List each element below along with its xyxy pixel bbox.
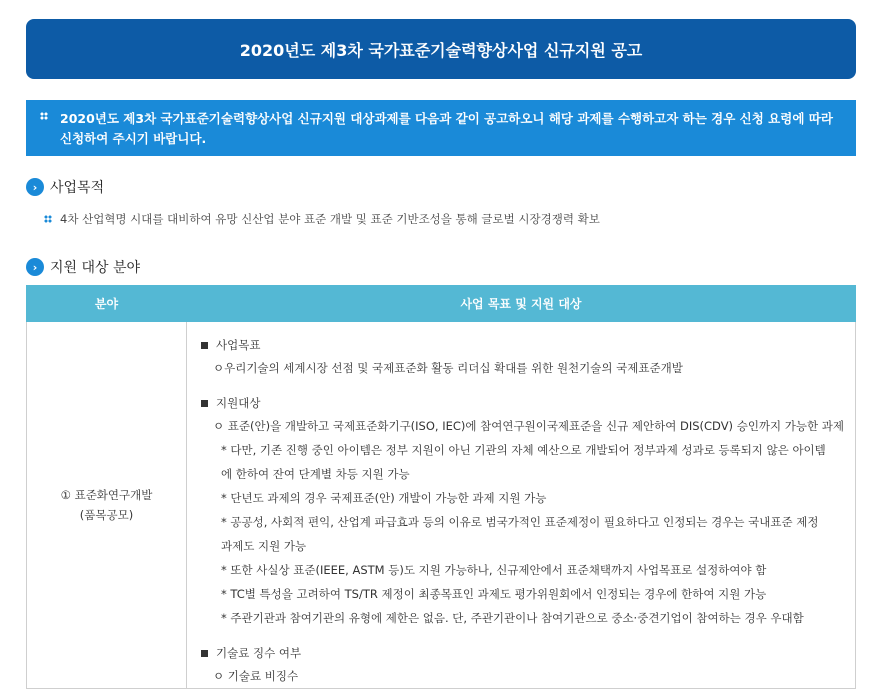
target-text: ㅇ 표준(안)을 개발하고 국제표준화기구(ISO, IEC)에 참여연구원이국제표준을 신규 제안하여 DIS(CDV) 승인까지 가능한 과제 (213, 419, 844, 433)
bullet-icon (40, 112, 48, 120)
table-row (27, 322, 856, 689)
page-title-banner (26, 19, 856, 79)
bullet-icon (44, 215, 52, 223)
section-heading-purpose (26, 177, 104, 197)
target-heading: 지원대상 (201, 392, 855, 414)
fee-text: ㅇ 기술료 비징수 (213, 669, 299, 683)
category-type: (품목공모) (79, 508, 134, 522)
section-title: 사업목적 (50, 180, 105, 196)
notice-text: 2020년도 제3차 국가표준기술력향상사업 신규지원 대상과제를 다음과 같이 공고하오니 해당 과제를 수행하고자 하는 경우 신청 요령에 따라 신청하여 주시기 바랍니다. (60, 111, 833, 146)
fee-heading: 기술료 징수 여부 (201, 642, 855, 664)
goal-heading: 사업목표 (201, 334, 855, 356)
note-item: * 다만, 기존 진행 중인 아이템은 정부 지원이 아닌 기관의 자체 예산으로 개발되어 정부과제 성과로 등록되지 않은 아이템에 한하여 잔여 단계별 차등 지원 가능 (221, 443, 826, 481)
square-bullet-icon (201, 650, 208, 657)
note-item: * 공공성, 사회적 편익, 산업계 파급효과 등의 이유로 범국가적인 표준제정이 필요하다고 인정되는 경우는 국내표준 제정 과제도 지원 가능 (221, 515, 819, 553)
column-header: 분야 (27, 286, 187, 322)
section-title: 지원 대상 분야 (50, 260, 141, 276)
note-item: * 또한 사실상 표준(IEEE, ASTM 등)도 지원 가능하나, 신규제안에서 표준채택까지 사업목표로 설정하여야 함 (221, 563, 767, 577)
note-item: * 주관기관과 참여기관의 유형에 제한은 없음. 단, 주관기관이나 참여기관으로 중소·중견기업이 참여하는 경우 우대함 (221, 611, 804, 625)
section-heading-fields (26, 257, 140, 277)
square-bullet-icon (201, 400, 208, 407)
page-title: 2020년도 제3차 국가표준기술력향상사업 신규지원 공고 (239, 40, 643, 60)
support-fields-table (26, 285, 856, 689)
chevron-right-icon: › (26, 178, 44, 196)
purpose-text-row (44, 211, 600, 227)
detail-cell (187, 322, 856, 689)
category-cell (27, 322, 187, 689)
notice-box (26, 100, 856, 156)
square-bullet-icon (201, 342, 208, 349)
purpose-text: 4차 산업혁명 시대를 대비하여 유망 신산업 분야 표준 개발 및 표준 기반조성을 통해 글로벌 시장경쟁력 확보 (60, 212, 600, 226)
goal-text: ㅇ우리기술의 세계시장 선점 및 국제표준화 활동 리더십 확대를 위한 원천기술의 국제표준개발 (213, 361, 683, 375)
note-item: * 단년도 과제의 경우 국제표준(안) 개발이 가능한 과제 지원 가능 (221, 491, 547, 505)
category-name: ① 표준화연구개발 (60, 488, 153, 502)
note-item: * TC별 특성을 고려하여 TS/TR 제정이 최종목표인 과제도 평가위원회에서 인정되는 경우에 한하여 지원 가능 (221, 587, 767, 601)
chevron-right-icon: › (26, 258, 44, 276)
column-header: 사업 목표 및 지원 대상 (187, 286, 856, 322)
